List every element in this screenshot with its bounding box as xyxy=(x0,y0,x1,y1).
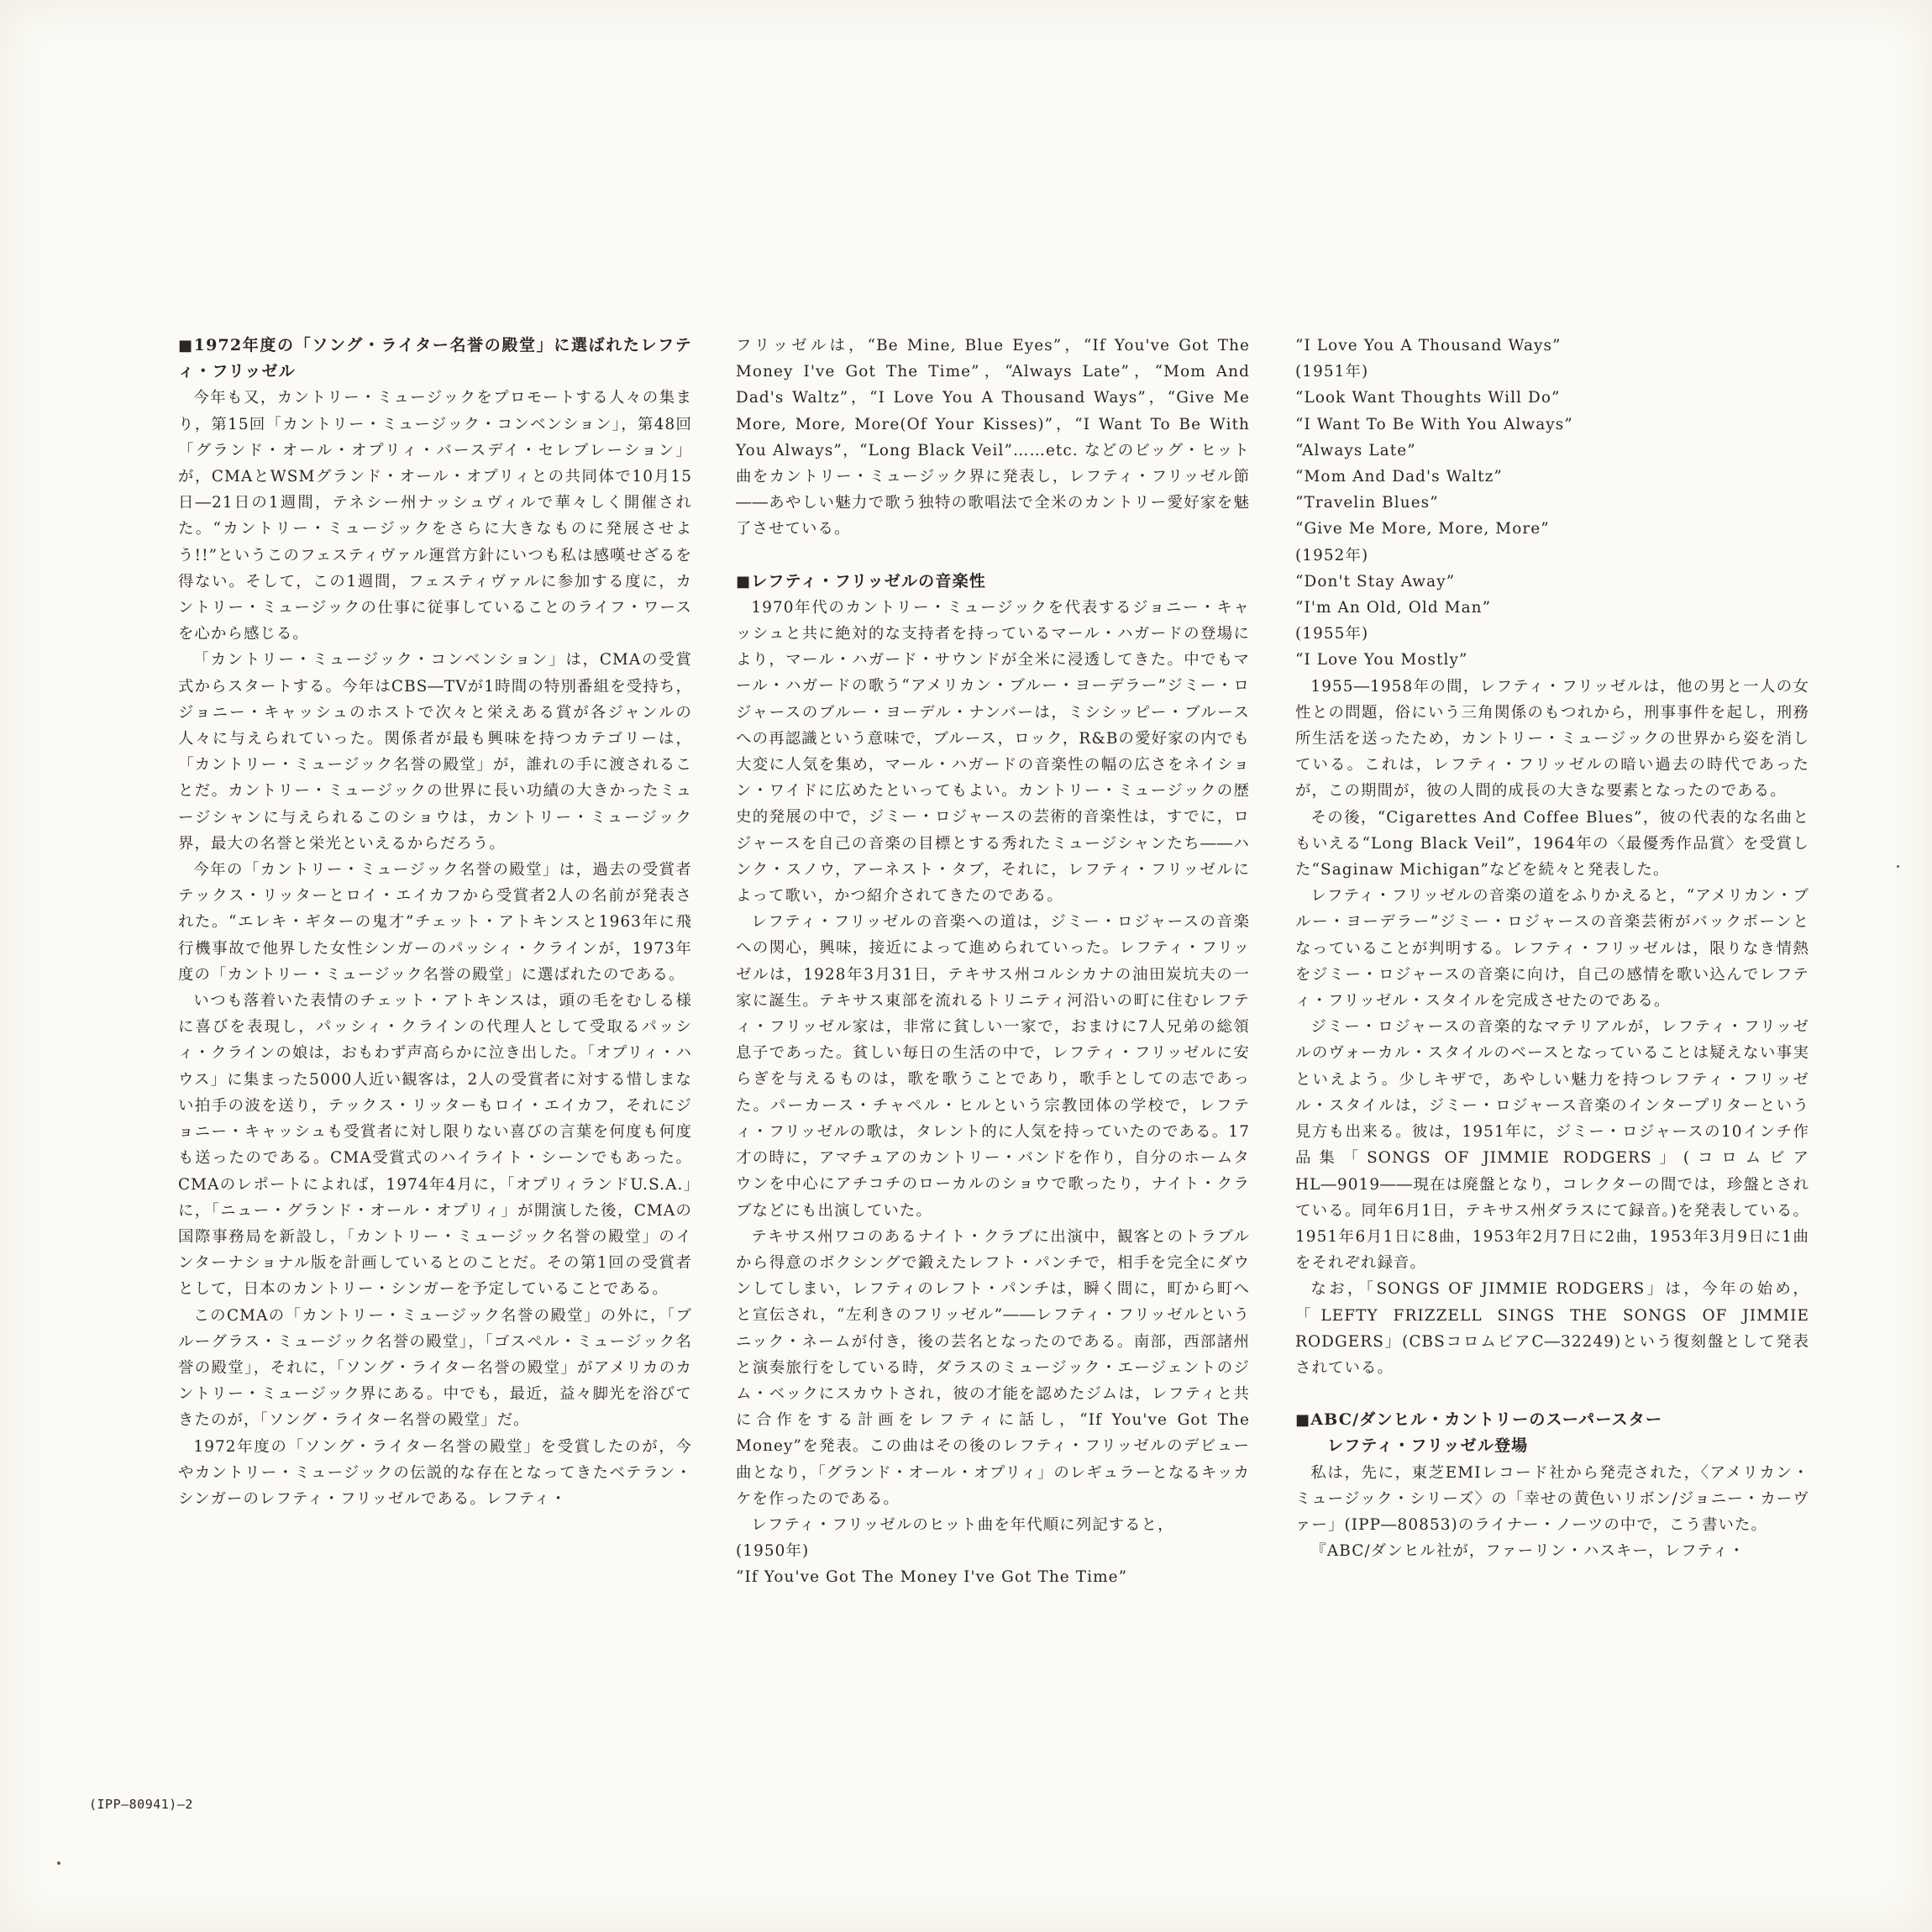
article-column-1 xyxy=(178,333,692,1512)
paragraph: レフティ・フリッゼルのヒット曲を年代順に列記すると， xyxy=(751,1515,1174,1534)
paragraph: いつも落着いた表情のチェット・アトキンスは，頭の毛をむしる様に喜びを表現し，パッシィ・クラインの代理人として受取るパッシィ・クラインの娘は，おもわず声高らかに泣き出した。「オプリィ・ハウス」に集まった5000人近い観客は，2人の受賞者に対する惜しまない拍手の波を送り，テックス・リッターもロイ・エイカフ，それにジョニー・キャッシュも受賞者に対し限りない喜びの言葉を何度も何度も送ったのである。CMA受賞式のハイライト・シーンでもあった。CMAのレポートによれば，1974年4月に，「オプリィランドU.S.A.」に，「ニュー・グランド・オール・オプリィ」が開演した後，CMAの国際事務局を新設し，「カントリー・ミュージック名誉の殿堂」のインターナショナル版を計画しているとのことだ。その第1回の受賞者として，日本のカントリー・シンガーを予定していることである。 xyxy=(178,992,692,1299)
hit-list-line: (1955年) xyxy=(1295,625,1369,643)
paper-speck xyxy=(1897,865,1899,868)
hit-list-line: (1952年) xyxy=(1295,546,1369,564)
hit-list-line: “I Want To Be With You Always” xyxy=(1295,415,1573,433)
paragraph: このCMAの「カントリー・ミュージック名誉の殿堂」の外に，「ブルーグラス・ミュージック名誉の殿堂」，「ゴスペル・ミュージック名誉の殿堂」，それに，「ソング・ライター名誉の殿堂」がアメリカのカントリー・ミュージック界にある。中でも，最近，益々脚光を浴びてきたのが，「ソング・ライター名誉の殿堂」だ。 xyxy=(178,1306,692,1430)
paragraph: 私は，先に，東芝EMIレコード社から発売された，〈アメリカン・ミュージック・シリーズ〉の「幸せの黄色いリボン/ジョニー・カーヴァー」(IPP―80853)のライナー・ノーツの中で，こう書いた。 xyxy=(1295,1463,1809,1534)
paragraph: なお，「SONGS OF JIMMIE RODGERS」は，今年の始め，「LEFTY FRIZZELL SINGS THE SONGS OF JIMMIE RODGERS」(CBSコロムビアC―32249)という復刻盤として発表されている。 xyxy=(1295,1280,1809,1377)
section-heading-musicality: ■レフティ・フリッゼルの音楽性 xyxy=(736,571,986,591)
hit-list-line: “Always Late” xyxy=(1295,441,1416,459)
paragraph: 1972年度の「ソング・ライター名誉の殿堂」を受賞したのが，今やカントリー・ミュージックの伝説的な存在となってきたベテラン・シンガーのレフティ・フリッゼルである。レフティ・ xyxy=(178,1437,692,1508)
catalog-number-footer: (IPP―80941)―2 xyxy=(89,1797,193,1812)
hit-list-line: “Don't Stay Away” xyxy=(1295,572,1456,591)
paragraph: 『ABC/ダンヒル社が，ファーリン・ハスキー，レフティ・ xyxy=(1310,1542,1746,1561)
article-column-3 xyxy=(1295,333,1809,1564)
paragraph: 1955―1958年の間，レフティ・フリッゼルは，他の男と一人の女性との問題，俗にいう三角関係のもつれから，刑事事件を起し，刑務所生活を送ったため，カントリー・ミュージックの世界から姿を消している。これは，レフティ・フリッゼルの暗い過去の時代であったが，この期間が，彼の人間的成長の大きな要素となったのである。 xyxy=(1295,677,1809,801)
hit-list-line: “I Love You A Thousand Ways” xyxy=(1295,337,1562,354)
paper-speck xyxy=(57,1861,60,1865)
hit-list-line: “Travelin Blues” xyxy=(1295,494,1439,512)
hit-list-line: (1951年) xyxy=(1295,363,1369,381)
article-column-2 xyxy=(736,333,1250,1591)
paragraph: テキサス州ワコのあるナイト・クラブに出演中，観客とのトラブルから得意のボクシングで鍛えたレフト・パンチで，相手を完全にダウンしてしまい，レフティのレフト・パンチは，瞬く間に，町から町へと宣伝され，“左利きのフリッゼル”――レフティ・フリッゼルというニック・ネームが付き，後の芸名となったのである。南部，西部諸州と演奏旅行をしている時，ダラスのミュージック・エージェントのジム・ベックにスカウトされ，彼の才能を認めたジムは，レフティと共に合作をする計画をレフティに話し，“If You've Got The Money”を発表。この曲はその後のレフティ・フリッゼルのデビュー曲となり，「グランド・オール・オプリィ」のレギュラーとなるキッカケを作ったのである。 xyxy=(736,1227,1250,1508)
section-heading-abc-dunhill: ■ABC/ダンヒル・カントリーのスーパースター レフティ・フリッゼル登場 xyxy=(1295,1410,1663,1456)
hit-song-1950: “If You've Got The Money I've Got The Time” xyxy=(736,1568,1128,1587)
paragraph: ジミー・ロジャースの音楽的なマテリアルが，レフティ・フリッゼルのヴォーカル・スタイルのベースとなっていることは疑えない事実といえよう。少しキザで，あやしい魅力を持つレフティ・フリッゼル・スタイルは，ジミー・ロジャース音楽のインタープリターという見方も出来る。彼は，1951年に，ジミー・ロジャースの10インチ作品集「SONGS OF JIMMIE RODGERS」(コロムビアHL―9019――現在は廃盤となり，コレクターの間では，珍盤とされている。同年6月1日，テキサス州ダラスにて録音。)を発表している。1951年6月1日に8曲，1953年2月7日に2曲，1953年3月9日に1曲をそれぞれ録音。 xyxy=(1295,1018,1809,1273)
hit-list-line: “Mom And Dad's Waltz” xyxy=(1295,468,1503,486)
paragraph-continued: フリッゼルは，“Be Mine, Blue Eyes”，“If You've Got The Money I've Got The Time”，“Always Late”，“Mom And Dad's Waltz”，“I Love You A Thousand Ways”，“Give Me More, More, More(Of Your Kisses)”，“I Want To Be With You Always”，“Long Black Veil”……etc. などのビッグ・ヒット曲をカントリー・ミュージック界に発表し，レフティ・フリッゼル節――あやしい魅力で歌う独特の歌唱法で全米のカントリー愛好家を魅了させている。 xyxy=(736,337,1250,538)
hit-list-line: “I'm An Old, Old Man” xyxy=(1295,599,1492,617)
hit-year-1950: (1950年) xyxy=(736,1542,810,1561)
paragraph: レフティ・フリッゼルの音楽への道は，ジミー・ロジャースの音楽への関心，興味，接近によって進められていった。レフティ・フリッゼルは，1928年3月31日，テキサス州コルシカナの油田炭坑夫の一家に誕生。テキサス東部を流れるトリニティ河沿いの町に住むレフティ・フリッゼル家は，非常に貧しい一家で，おまけに7人兄弟の総領息子であった。貧しい毎日の生活の中で，レフティ・フリッゼルに安らぎを与えるものは，歌を歌うことであり，歌手としての志であった。パーカース・チャペル・ヒルという宗教団体の学校で，レフティ・フリッゼルの歌は，タレント的に人気を持っていたのである。17才の時に，アマチュアのカントリー・バンドを作り，自分のホームタウンを中心にアチコチのローカルのショウで歌ったり，ナイト・クラブなどにも出演していた。 xyxy=(736,913,1250,1220)
paragraph: 「カントリー・ミュージック・コンベンション」は，CMAの受賞式からスタートする。今年はCBS―TVが1時間の特別番組を受持ち，ジョニー・キャッシュのホストで次々と栄えある賞が各ジャンルの人々に与えられていった。関係者が最も興味を持つカテゴリーは，「カントリー・ミュージック名誉の殿堂」が，誰れの手に渡されることだ。カントリー・ミュージックの世界に長い功績の大きかったミュージシャンに与えられるこのショウは，カントリー・ミュージック界，最大の名誉と栄光といえるからだろう。 xyxy=(178,651,692,853)
paragraph: その後，“Cigarettes And Coffee Blues”，彼の代表的な名曲ともいえる“Long Black Veil”，1964年の〈最優秀作品賞〉を受賞した“Saginaw Michigan”などを続々と発表した。 xyxy=(1295,808,1809,879)
paragraph: 今年も又，カントリー・ミュージックをプロモートする人々の集まり，第15回「カントリー・ミュージック・コンベンション」，第48回「グランド・オール・オプリィ・バースデイ・セレブレーション」が，CMAとWSMグランド・オール・オプリィとの共同体で10月15日―21日の1週間，テネシー州ナッシュヴィルで華々しく開催された。“カントリー・ミュージックをさらに大きなものに発展させよう!!”というこのフェスティヴァル運営方針にいつも私は感嘆せざるを得ない。そして，この1週間，フェスティヴァルに参加する度に，カントリー・ミュージックの仕事に従事していることのライフ・ワースを心から感じる。 xyxy=(178,389,692,643)
paragraph: 1970年代のカントリー・ミュージックを代表するジョニー・キャッシュと共に絶対的な支持者を持っているマール・ハガードの登場により，マール・ハガード・サウンドが全米に浸透してきた。中でもマール・ハガードの歌う“アメリカン・ブルー・ヨーデラー”ジミー・ロジャースのブルー・ヨーデル・ナンバーは，ミシシッピー・ブルースへの再認識という意味で，ブルース，ロック，R&Bの愛好家の内でも大変に人気を集め，マール・ハガードの音楽性の幅の広さをネイション・ワイドに広めたといってもよい。カントリー・ミュージックの歴史的発展の中で，ジミー・ロジャースの芸術的音楽性は，すでに，ロジャースを自己の音楽の目標とする秀れたミュージシャンたち――ハンク・スノウ，アーネスト・タブ，それに，レフティ・フリッゼルによって歌い，かつ紹介されてきたのである。 xyxy=(736,598,1250,906)
paragraph: 今年の「カントリー・ミュージック名誉の殿堂」は，過去の受賞者テックス・リッターとロイ・エイカフから受賞者2人の名前が発表された。“エレキ・ギターの鬼才”チェット・アトキンスと1963年に飛行機事故で他界した女性シンガーのパッシィ・クラインが，1973年度の「カントリー・ミュージック名誉の殿堂」に選ばれたのである。 xyxy=(178,861,692,984)
hit-list-line: “Look Want Thoughts Will Do” xyxy=(1295,389,1561,407)
hit-list-line: “I Love You Mostly” xyxy=(1295,651,1468,669)
section-heading-1972-hall-of-fame: ■1972年度の「ソング・ライター名誉の殿堂」に選ばれたレフティ・フリッゼル xyxy=(178,336,692,381)
paragraph: レフティ・フリッゼルの音楽の道をふりかえると，“アメリカン・ブルー・ヨーデラー”ジミー・ロジャースの音楽芸術がバックボーンとなっていることが判明する。レフティ・フリッゼルは，限りなき情熱をジミー・ロジャースの音楽に向け，自己の感情を歌い込んでレフティ・フリッゼル・スタイルを完成させたのである。 xyxy=(1295,887,1809,1011)
hit-list-line: “Give Me More, More, More” xyxy=(1295,520,1550,538)
